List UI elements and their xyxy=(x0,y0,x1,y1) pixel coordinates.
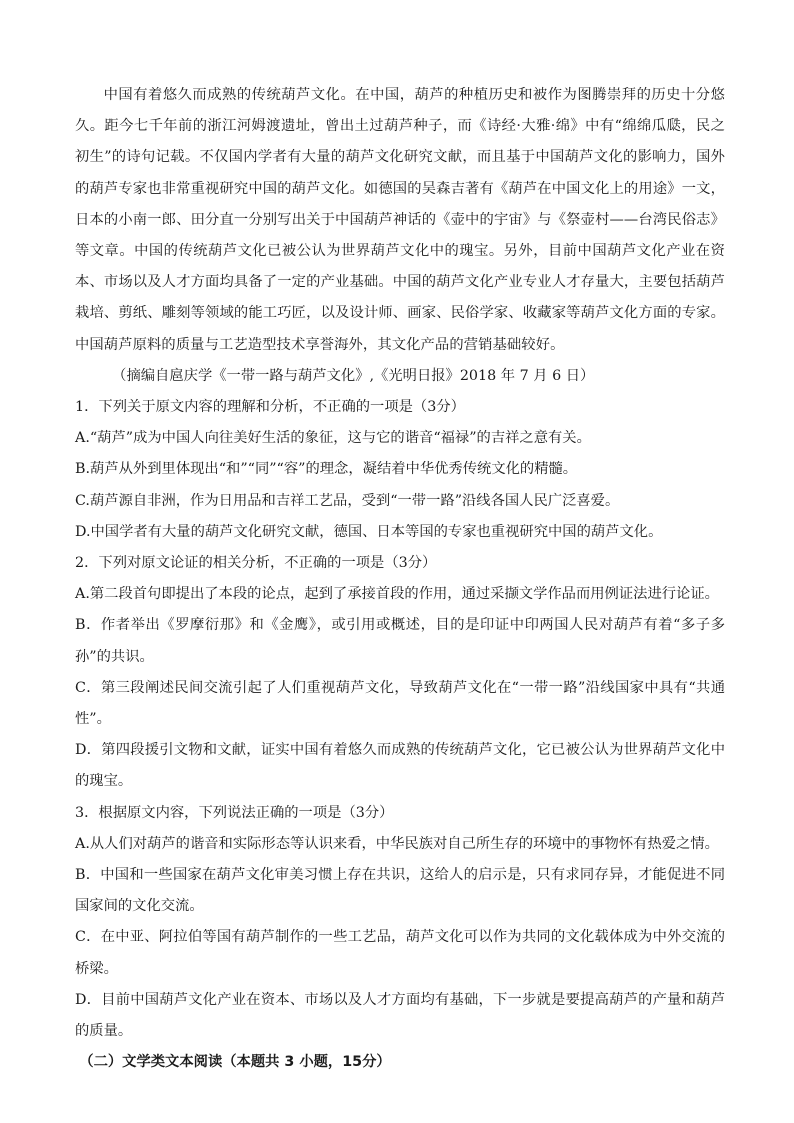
question-1 xyxy=(75,392,725,548)
question-stem: 2．下列对原文论证的相关分析，不正确的一项是（3分） xyxy=(75,555,437,572)
option-d: D．第四段援引文物和文献，证实中国有着悠久而成熟的传统葫芦文化，它已被公认为世界葫芦文化中的瑰宝。 xyxy=(75,742,725,790)
option-c: C．在中亚、阿拉伯等国有葫芦制作的一些工艺品，葫芦文化可以作为共同的文化载体成为中外交流的桥梁。 xyxy=(75,929,725,977)
option-b: B．作者举出《罗摩衍那》和《金鹰》，或引用或概述，目的是印证中印两国人民对葫芦有着“多子多孙”的共识。 xyxy=(75,617,725,665)
option-d: D.中国学者有大量的葫芦文化研究文献，德国、日本等国的专家也重视研究中国的葫芦文化。 xyxy=(75,523,663,540)
option-a: A.第二段首句即提出了本段的论点，起到了承接首段的作用，通过采撷文学作品而用例证法进行论证。 xyxy=(75,586,719,603)
passage-paragraph: 中国有着悠久而成熟的传统葫芦文化。在中国，葫芦的种植历史和被作为图腾崇拜的历史十分悠久。距今七千年前的浙江河姆渡遗址，曾出土过葫芦种子，而《诗经·大雅·绵》中有“绵绵瓜瓞，民之初生”的诗句记载。不仅国内学者有大量的葫芦文化研究文献，而且基于中国葫芦文化的影响力，国外的葫芦专家也非常重视研究中国的葫芦文化。如德国的吴森吉著有《葫芦在中国文化上的用途》一文，日本的小南一郎、田分直一分别写出关于中国葫芦神话的《壶中的宇宙》与《祭壶村——台湾民俗志》等文章。中国的传统葫芦文化已被公认为世界葫芦文化中的瑰宝。另外，目前中国葫芦文化产业在资本、市场以及人才方面均具备了一定的产业基础。中国的葫芦文化产业专业人才存量大，主要包括葫芦栽培、剪纸、雕刻等领域的能工巧匠，以及设计师、画家、民俗学家、收藏家等葫芦文化方面的专家。中国葫芦原料的质量与工艺造型技术享誉海外，其文化产品的营销基础较好。 xyxy=(75,87,725,353)
option-b: B.葫芦从外到里体现出“和”“同”“容”的理念，凝结着中华优秀传统文化的精髓。 xyxy=(75,461,578,478)
option-c: C．第三段阐述民间交流引起了人们重视葫芦文化，导致葫芦文化在“一带一路”沿线国家中具有“共通性”。 xyxy=(75,679,725,728)
option-d: D．目前中国葫芦文化产业在资本、市场以及人才方面均有基础，下一步就是要提高葫芦的产量和葫芦的质量。 xyxy=(75,991,725,1040)
question-2 xyxy=(75,548,725,798)
exam-page xyxy=(75,80,725,1079)
passage-source: （摘编自扈庆学《一带一路与葫芦文化》,《光明日报》2018 年 7 月 6 日） xyxy=(112,367,595,384)
section-heading: （二）文学类文本阅读（本题共 3 小题，15分） xyxy=(79,1054,391,1071)
option-a: A.“葫芦”成为中国人向往美好生活的象征，这与它的谐音“福禄”的吉祥之意有关。 xyxy=(75,430,591,447)
question-stem: 3．根据原文内容，下列说法正确的一项是（3分） xyxy=(75,804,394,821)
question-stem: 1．下列关于原文内容的理解和分析，不正确的一项是（3分） xyxy=(75,399,465,416)
option-b: B．中国和一些国家在葫芦文化审美习惯上存在共识，这给人的启示是，只有求同存异，才能促进不同国家间的文化交流。 xyxy=(75,867,725,915)
option-a: A.从人们对葫芦的谐音和实际形态等认识来看，中华民族对自己所生存的环境中的事物怀有热爱之情。 xyxy=(75,835,719,852)
question-3 xyxy=(75,798,725,1048)
option-c: C.葫芦源自非洲，作为日用品和吉祥工艺品，受到“一带一路”沿线各国人民广泛喜爱。 xyxy=(75,492,620,509)
